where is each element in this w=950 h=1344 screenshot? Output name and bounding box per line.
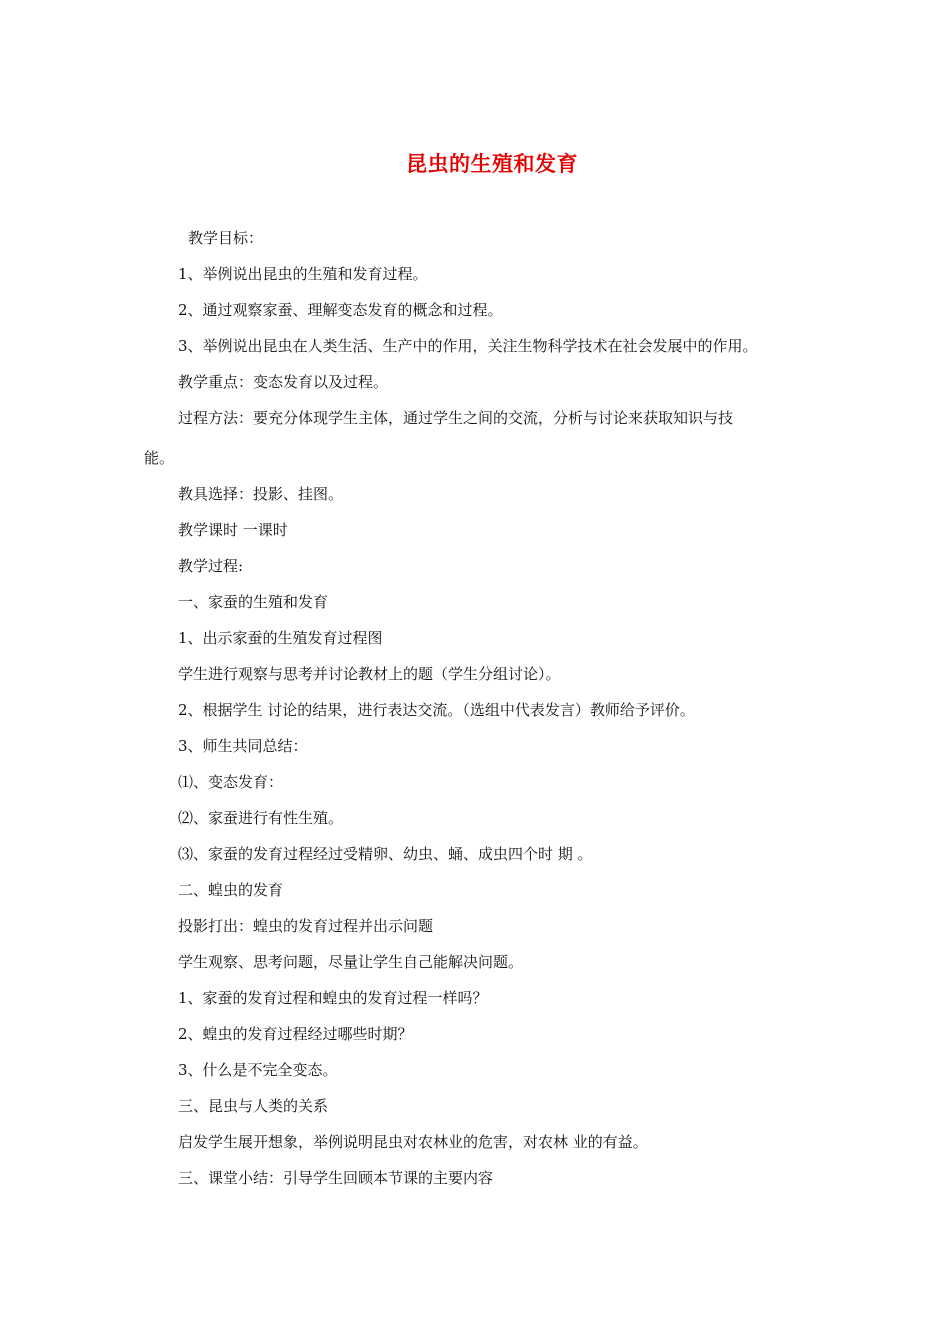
section-1-student-activity: 学生进行观察与思考并讨论教材上的题（学生分组讨论）。 xyxy=(178,665,561,683)
objective-3: 3、举例说出昆虫在人类生活、生产中的作用，关注生物科学技术在社会发展中的作用。 xyxy=(178,337,758,355)
section-1-item-2: 2、根据学生 讨论的结果，进行表达交流。（选组中代表发言）教师给予评价。 xyxy=(178,701,695,719)
section-1-item-3: 3、师生共同总结： xyxy=(178,737,308,755)
class-summary: 三、课堂小结：引导学生回顾本节课的主要内容 xyxy=(178,1169,494,1187)
section-2-question-1: 1、家蚕的发育过程和蝗虫的发育过程一样吗？ xyxy=(178,989,488,1007)
summary-point-2: ⑵、家蚕进行有性生殖。 xyxy=(178,809,344,827)
section-2-heading: 二、蝗虫的发育 xyxy=(178,881,284,899)
summary-point-3: ⑶、家蚕的发育过程经过受精卵、幼虫、蛹、成虫四个时 期 。 xyxy=(178,845,593,863)
objective-2: 2、通过观察家蚕、理解变态发育的概念和过程。 xyxy=(178,301,503,319)
process-method: 过程方法：要充分体现学生主体，通过学生之间的交流，分析与讨论来获取知识与技 xyxy=(178,409,734,427)
teaching-process-heading: 教学过程: xyxy=(178,557,244,575)
section-2-projection: 投影打出：蝗虫的发育过程并出示问题 xyxy=(178,917,434,935)
section-1-item-1: 1、出示家蚕的生殖发育过程图 xyxy=(178,629,383,647)
class-hours: 教学课时 一课时 xyxy=(178,521,288,539)
key-point: 教学重点：变态发育以及过程。 xyxy=(178,373,389,391)
document-title: 昆虫的生殖和发育 xyxy=(406,152,578,176)
teaching-aids: 教具选择：投影、挂图。 xyxy=(178,485,344,503)
section-3-content: 启发学生展开想象，举例说明昆虫对农林业的危害，对农林 业的有益。 xyxy=(178,1133,648,1151)
summary-point-1: ⑴、变态发育： xyxy=(178,773,284,791)
objectives-heading: 教学目标： xyxy=(188,229,264,247)
section-3-heading: 三、昆虫与人类的关系 xyxy=(178,1097,329,1115)
section-2-question-2: 2、蝗虫的发育过程经过哪些时期？ xyxy=(178,1025,413,1043)
section-2-student-activity: 学生观察、思考问题，尽量让学生自己能解决问题。 xyxy=(178,953,524,971)
section-1-heading: 一、家蚕的生殖和发育 xyxy=(178,593,329,611)
section-2-question-3: 3、什么是不完全变态。 xyxy=(178,1061,338,1079)
objective-1: 1、举例说出昆虫的生殖和发育过程。 xyxy=(178,265,428,283)
process-method-continued: 能。 xyxy=(144,449,175,467)
